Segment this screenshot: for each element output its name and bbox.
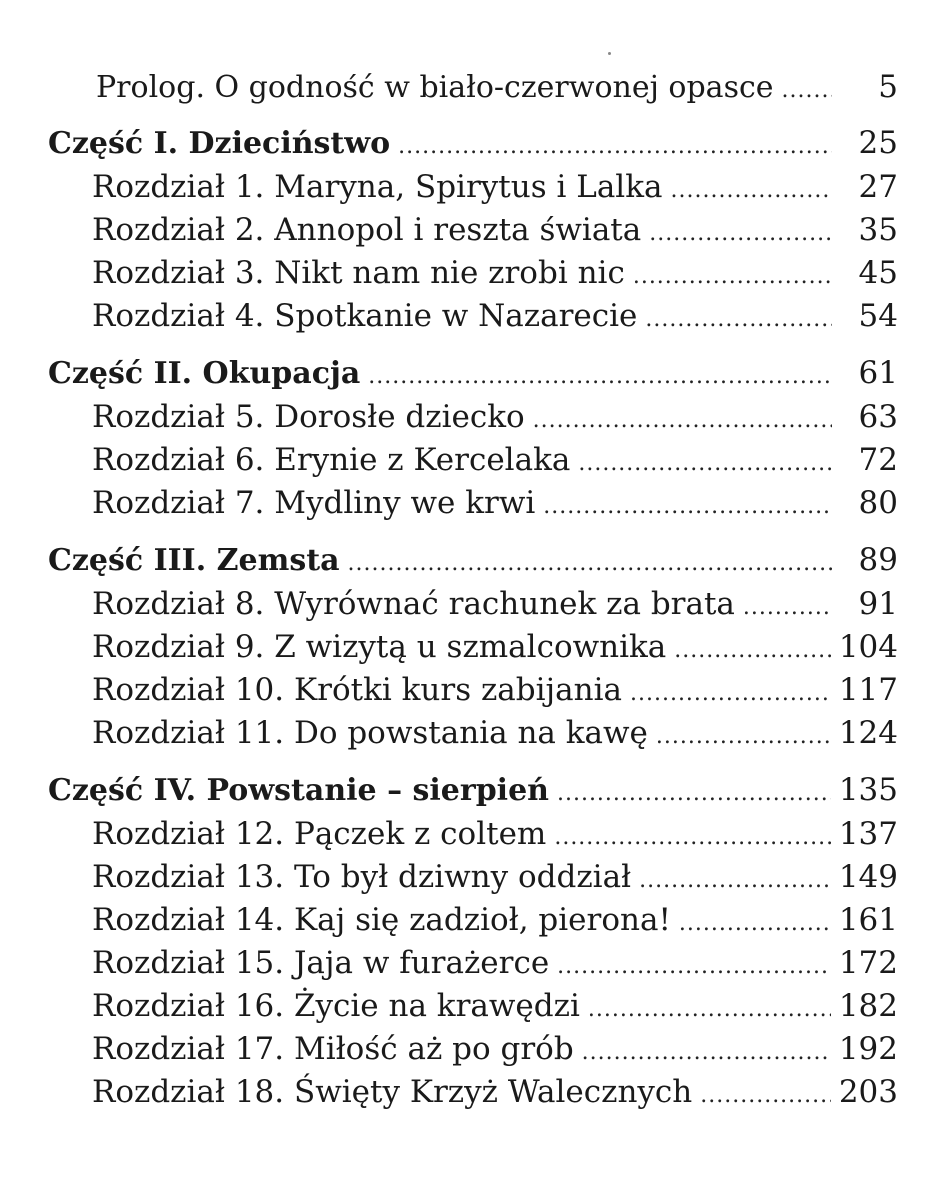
toc-chapter-entry-page-number: 161 xyxy=(838,902,898,938)
toc-chapter-entry-title: Rozdział 5. Dorosłe dziecko xyxy=(92,399,525,435)
toc-part-entry xyxy=(48,539,898,583)
toc-part-entry-title: Część I. Dzieciństwo xyxy=(48,126,391,161)
toc-chapter-entry-page-number: 35 xyxy=(858,212,898,248)
toc-chapter-entry-page-number: 203 xyxy=(838,1074,898,1110)
toc-chapter-entry-page-number: 45 xyxy=(858,255,898,291)
toc-chapter-entry-title: Rozdział 16. Życie na krawędzi xyxy=(92,988,580,1024)
dot-leader xyxy=(533,399,832,442)
toc-chapter-entry-title: Rozdział 8. Wyrównać rachunek za brata xyxy=(92,586,735,622)
toc-chapter-entry xyxy=(48,1028,898,1071)
toc-prolog-entry-title: Prolog. O godność w biało-czerwonej opasce xyxy=(96,70,774,105)
toc-chapter-entry xyxy=(48,439,898,482)
dot-leader xyxy=(633,255,832,298)
dot-leader xyxy=(557,945,831,988)
toc-chapter-entry xyxy=(48,1071,898,1114)
dot-leader xyxy=(630,672,831,715)
toc-chapter-entry-page-number: 172 xyxy=(838,945,898,981)
toc-chapter-entry-page-number: 54 xyxy=(858,298,898,334)
dot-leader xyxy=(674,629,831,672)
dot-leader xyxy=(782,69,832,112)
dot-leader xyxy=(557,772,831,815)
toc-part-entry xyxy=(48,352,898,396)
paper-speck xyxy=(608,52,611,55)
toc-chapter-entry-title: Rozdział 1. Maryna, Spirytus i Lalka xyxy=(92,169,663,205)
toc-chapter-entry-title: Rozdział 7. Mydliny we krwi xyxy=(92,485,536,521)
toc-chapter-entry-title: Rozdział 15. Jaja w furażerce xyxy=(92,945,550,981)
toc-chapter-entry xyxy=(48,396,898,439)
toc-chapter-entry-title: Rozdział 6. Erynie z Kercelaka xyxy=(92,442,571,478)
toc-chapter-entry-page-number: 72 xyxy=(858,442,898,478)
dot-leader xyxy=(398,125,832,168)
toc-chapter-entry-title: Rozdział 11. Do powstania na kawę xyxy=(92,715,648,751)
dot-leader xyxy=(582,1031,831,1074)
toc-chapter-entry-page-number: 91 xyxy=(858,586,898,622)
toc-chapter-entry xyxy=(48,712,898,755)
toc-chapter-entry-title: Rozdział 9. Z wizytą u szmalcownika xyxy=(92,629,667,665)
dot-leader xyxy=(554,816,831,859)
toc-part-entry xyxy=(48,769,898,813)
toc-chapter-entry xyxy=(48,295,898,338)
dot-leader xyxy=(679,902,831,945)
toc-chapter-entry-title: Rozdział 14. Kaj się zadzioł, pierona! xyxy=(92,902,671,938)
toc-chapter-entry-page-number: 137 xyxy=(838,816,898,852)
toc-chapter-entry xyxy=(48,985,898,1028)
toc-chapter-entry-page-number: 27 xyxy=(858,169,898,205)
toc-chapter-entry xyxy=(48,856,898,899)
dot-leader xyxy=(543,485,832,528)
toc-chapter-entry-title: Rozdział 13. To był dziwny oddział xyxy=(92,859,632,895)
toc-chapter-entry-page-number: 182 xyxy=(838,988,898,1024)
toc-chapter-entry-title: Rozdział 10. Krótki kurs zabijania xyxy=(92,672,622,708)
toc-chapter-entry xyxy=(48,626,898,669)
toc-chapter-entry xyxy=(48,583,898,626)
toc-chapter-entry xyxy=(48,252,898,295)
toc-chapter-entry xyxy=(48,899,898,942)
dot-leader xyxy=(649,212,832,255)
toc-prolog-entry-page-number: 5 xyxy=(878,69,898,105)
toc-chapter-entry xyxy=(48,669,898,712)
dot-leader xyxy=(671,169,833,212)
dot-leader xyxy=(645,298,832,341)
toc-chapter-entry-page-number: 124 xyxy=(838,715,898,751)
toc-part-entry-page-number: 61 xyxy=(858,355,898,391)
toc-chapter-entry-page-number: 149 xyxy=(838,859,898,895)
dot-leader xyxy=(639,859,831,902)
toc-part-entry-title: Część IV. Powstanie – sierpień xyxy=(48,773,549,808)
dot-leader xyxy=(743,586,832,629)
toc-chapter-entry xyxy=(48,482,898,525)
toc-chapter-entry-title: Rozdział 12. Pączek z coltem xyxy=(92,816,547,852)
dot-leader xyxy=(578,442,832,485)
toc-part-entry-page-number: 25 xyxy=(858,125,898,161)
toc-chapter-entry-page-number: 192 xyxy=(838,1031,898,1067)
toc-chapter-entry-page-number: 104 xyxy=(838,629,898,665)
toc-chapter-entry-title: Rozdział 18. Święty Krzyż Walecznych xyxy=(92,1074,693,1110)
table-of-contents xyxy=(48,66,898,1114)
toc-part-entry xyxy=(48,122,898,166)
toc-part-entry-page-number: 89 xyxy=(858,542,898,578)
toc-chapter-entry xyxy=(48,209,898,252)
toc-chapter-entry xyxy=(48,942,898,985)
dot-leader xyxy=(368,355,832,398)
dot-leader xyxy=(700,1074,831,1117)
toc-chapter-entry xyxy=(48,813,898,856)
dot-leader xyxy=(588,988,831,1031)
toc-part-entry-page-number: 135 xyxy=(838,772,898,808)
toc-chapter-entry-title: Rozdział 3. Nikt nam nie zrobi nic xyxy=(92,255,625,291)
toc-chapter-entry-page-number: 117 xyxy=(838,672,898,708)
toc-chapter-entry-page-number: 63 xyxy=(858,399,898,435)
toc-chapter-entry-title: Rozdział 2. Annopol i reszta świata xyxy=(92,212,642,248)
toc-part-entry-title: Część III. Zemsta xyxy=(48,543,340,578)
toc-prolog-entry xyxy=(48,66,898,118)
toc-chapter-entry-title: Rozdział 17. Miłość aż po grób xyxy=(92,1031,574,1067)
toc-chapter-entry-page-number: 80 xyxy=(858,485,898,521)
dot-leader xyxy=(348,542,832,585)
toc-chapter-entry-title: Rozdział 4. Spotkanie w Nazarecie xyxy=(92,298,638,334)
toc-chapter-entry xyxy=(48,166,898,209)
toc-part-entry-title: Część II. Okupacja xyxy=(48,356,361,391)
dot-leader xyxy=(656,715,831,758)
